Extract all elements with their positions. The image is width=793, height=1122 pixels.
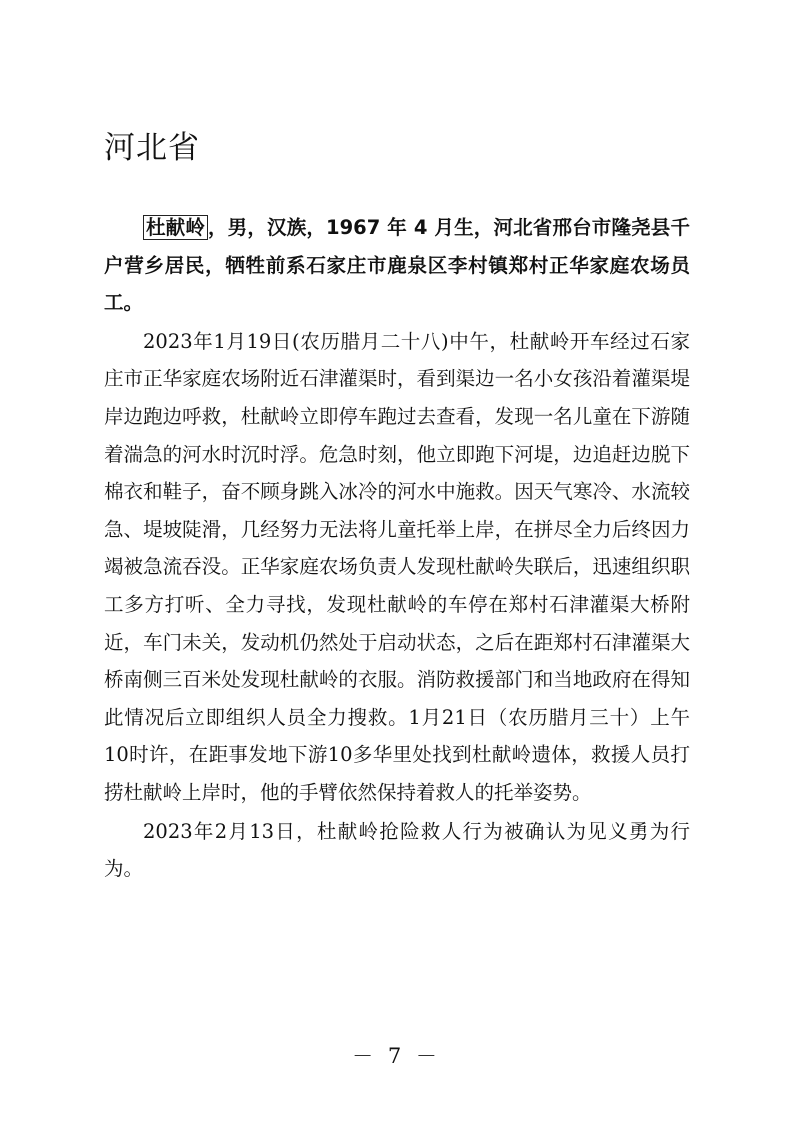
page-number: － 7 － <box>352 1044 441 1068</box>
incident-paragraph: 2023年1月19日(农历腊月二十八)中午，杜献岭开车经过石家庄市正华家庭农场附近石津灌渠时，看到渠边一名小女孩沿着灌渠堤岸边跑边呼救，杜献岭立即停车跑过去查看，发现一名儿童在下游随着湍急的河水时沉时浮。危急时刻，他立即跑下河堤，边追赶边脱下棉衣和鞋子，奋不顾身跳入冰冷的河水中施救。因天气寒冷、水流较急、堤坡陡滑，几经努力无法将儿童托举上岸，在拼尽全力后终因力竭被急流吞没。正华家庭农场负责人发现杜献岭失联后，迅速组织职工多方打听、全力寻找，发现杜献岭的车停在郑村石津灌渠大桥附近，车门未关，发动机仍然处于启动状态，之后在距郑村石津灌渠大桥南侧三百米处发现杜献岭的衣服。消防救援部门和当地政府在得知此情况后立即组织人员全力搜救。1月21日（农历腊月三十）上午10时许，在距事发地下游10多华里处找到杜献岭遗体，救援人员打捞杜献岭上岸时，他的手臂依然保持着救人的托举姿势。 <box>104 329 690 804</box>
document-body <box>104 209 690 888</box>
section-heading: 河北省 <box>104 130 200 166</box>
person-name: 杜献岭 <box>143 215 208 240</box>
person-intro-text: ，男，汉族，1967 年 4 月生，河北省邢台市隆尧县千户营乡居民，牺牲前系石家庄市鹿泉区李村镇郑村正华家庭农场员工。 <box>104 216 690 315</box>
person-intro-paragraph <box>104 209 690 322</box>
confirmation-paragraph: 2023年2月13日，杜献岭抢险救人行为被确认为见义勇为行为。 <box>104 819 690 881</box>
